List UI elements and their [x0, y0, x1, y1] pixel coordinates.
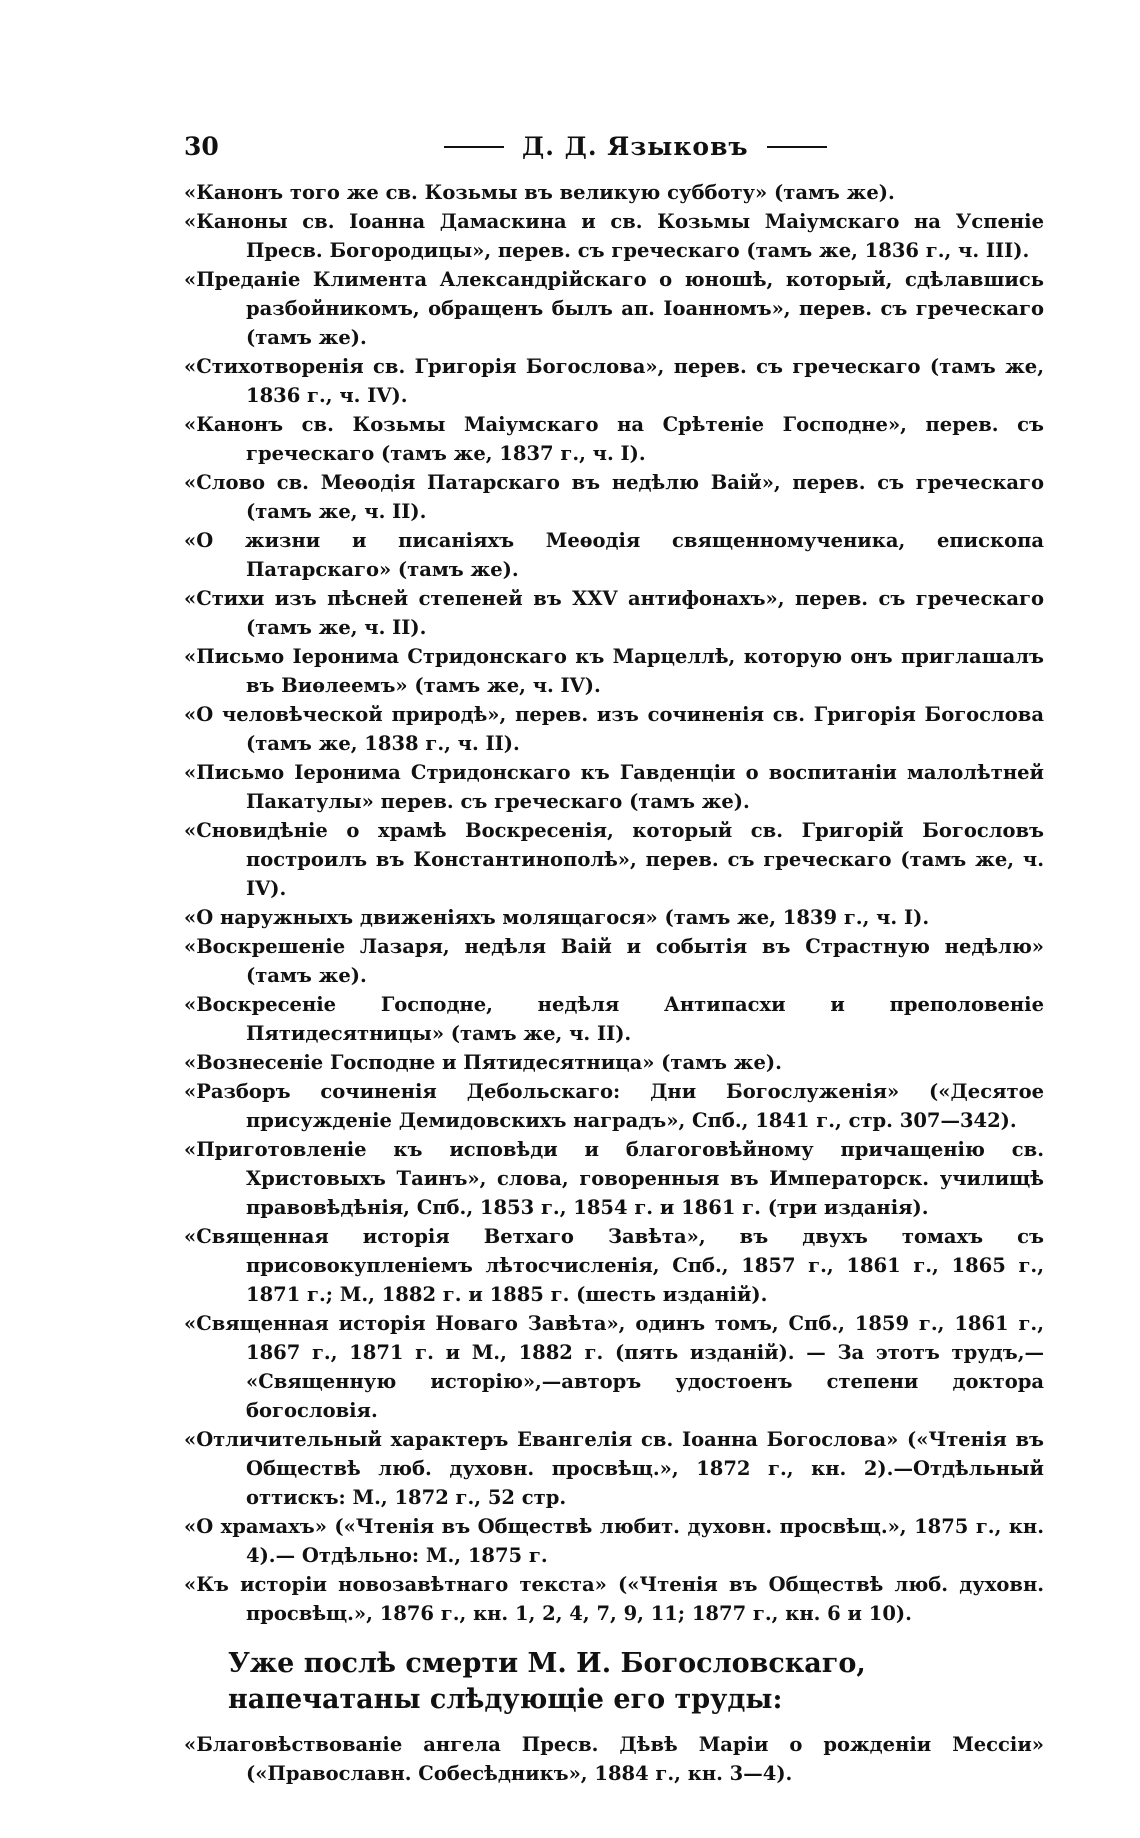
running-head-title: Д. Д. Языковъ [522, 132, 749, 161]
running-head [444, 132, 827, 161]
section-heading: Уже послѣ смерти М. И. Богословскаго, напечатаны слѣдующіе его труды: [228, 1648, 866, 1715]
bibliography-entry: «Отличительный характеръ Евангелія св. Іоанна Богослова» («Чтенія въ Обществѣ люб. духовн. просвѣщ.», 1872 г., кн. 2).—Отдѣльный оттискъ: М., 1872 г., 52 стр. [184, 1428, 1044, 1509]
bibliography-entry: «Вознесеніе Господне и Пятидесятница» (тамъ же). [184, 1051, 782, 1074]
bibliography-entry: «Канонъ св. Козьмы Маіумскаго на Срѣтеніе Господне», перев. съ греческаго (тамъ же, 1837 г., ч. I). [184, 413, 1044, 465]
bibliography-entry: «Каноны св. Іоанна Дамаскина и св. Козьмы Маіумскаго на Успеніе Пресв. Богородицы», перев. съ греческаго (тамъ же, 1836 г., ч. III). [184, 210, 1044, 262]
bibliography-entry: «Воскрешеніе Лазаря, недѣля Ваій и событія въ Страстную недѣлю» (тамъ же). [184, 935, 1044, 987]
bibliography-list [184, 178, 1044, 1628]
bibliography-entry: «Письмо Іеронима Стридонскаго къ Марцеллѣ, которую онъ приглашалъ въ Виѳлеемъ» (тамъ же, ч. IV). [184, 645, 1044, 697]
page-number: 30 [184, 132, 219, 161]
bibliography-entry: «Стихи изъ пѣсней степеней въ XXV антифонахъ», перев. съ греческаго (тамъ же, ч. II). [184, 587, 1044, 639]
bibliography-entry: «Преданіе Климента Александрійскаго о юношѣ, который, сдѣлавшись разбойникомъ, обращенъ былъ ап. Іоанномъ», перев. съ греческаго (тамъ же). [184, 268, 1044, 349]
bibliography-entry: «Благовѣствованіе ангела Пресв. Дѣвѣ Маріи о рожденіи Мессіи» («Православн. Собесѣдникъ», 1884 г., кн. 3—4). [184, 1733, 1044, 1785]
bibliography-entry: «Слово св. Меѳодія Патарскаго въ недѣлю Ваій», перев. съ греческаго (тамъ же, ч. II). [184, 471, 1044, 523]
header-rule-right [767, 146, 827, 148]
bibliography-entry: «Канонъ того же св. Козьмы въ великую субботу» (тамъ же). [184, 181, 895, 204]
bibliography-entry: «Разборъ сочиненія Дебольскаго: Дни Богослуженія» («Десятое присужденіе Демидовскихъ наградъ», Спб., 1841 г., стр. 307—342). [184, 1080, 1044, 1132]
bibliography-entry: «О наружныхъ движеніяхъ молящагося» (тамъ же, 1839 г., ч. I). [184, 906, 930, 929]
page-body [184, 178, 1044, 1788]
bibliography-entry: «О храмахъ» («Чтенія въ Обществѣ любит. духовн. просвѣщ.», 1875 г., кн. 4).— Отдѣльно: М., 1875 г. [184, 1515, 1044, 1567]
bibliography-entry: «Священная исторія Новаго Завѣта», одинъ томъ, Спб., 1859 г., 1861 г., 1867 г., 1871 г. и М., 1882 г. (пять изданій). — За этотъ трудъ,— «Священную исторію»,—авторъ удостоенъ степени доктора богословія. [184, 1312, 1044, 1422]
bibliography-entry: «Сновидѣніе о храмѣ Воскресенія, который св. Григорій Богословъ построилъ въ Константинополѣ», перев. съ греческаго (тамъ же, ч. IV). [184, 819, 1044, 900]
bibliography-entry: «Приготовленіе къ исповѣди и благоговѣйному причащенію св. Христовыхъ Таинъ», слова, говоренныя въ Императорск. училищѣ правовѣдѣнія, Спб., 1853 г., 1854 г. и 1861 г. (три изданія). [184, 1138, 1044, 1219]
bibliography-entry: «Священная исторія Ветхаго Завѣта», въ двухъ томахъ съ присовокупленіемъ лѣтосчисленія, Спб., 1857 г., 1861 г., 1865 г., 1871 г.; М., 1882 г. и 1885 г. (шесть изданій). [184, 1225, 1044, 1306]
bibliography-entry: «О человѣческой природѣ», перев. изъ сочиненія св. Григорія Богослова (тамъ же, 1838 г., ч. II). [184, 703, 1044, 755]
posthumous-list [184, 1730, 1044, 1788]
header-rule-left [444, 146, 504, 148]
bibliography-entry: «Стихотворенія св. Григорія Богослова», перев. съ греческаго (тамъ же, 1836 г., ч. IV). [184, 355, 1044, 407]
bibliography-entry: «Воскресеніе Господне, недѣля Антипасхи и преполовеніе Пятидесятницы» (тамъ же, ч. II). [184, 993, 1044, 1045]
bibliography-entry: «О жизни и писаніяхъ Меѳодія священномученика, епископа Патарскаго» (тамъ же). [184, 529, 1044, 581]
bibliography-entry: «Письмо Іеронима Стридонскаго къ Гавденціи о воспитаніи малолѣтней Пакатулы» перев. съ греческаго (тамъ же). [184, 761, 1044, 813]
bibliography-entry: «Къ исторіи новозавѣтнаго текста» («Чтенія въ Обществѣ люб. духовн. просвѣщ.», 1876 г., кн. 1, 2, 4, 7, 9, 11; 1877 г., кн. 6 и 10). [184, 1573, 1044, 1625]
page-header [184, 132, 1044, 172]
